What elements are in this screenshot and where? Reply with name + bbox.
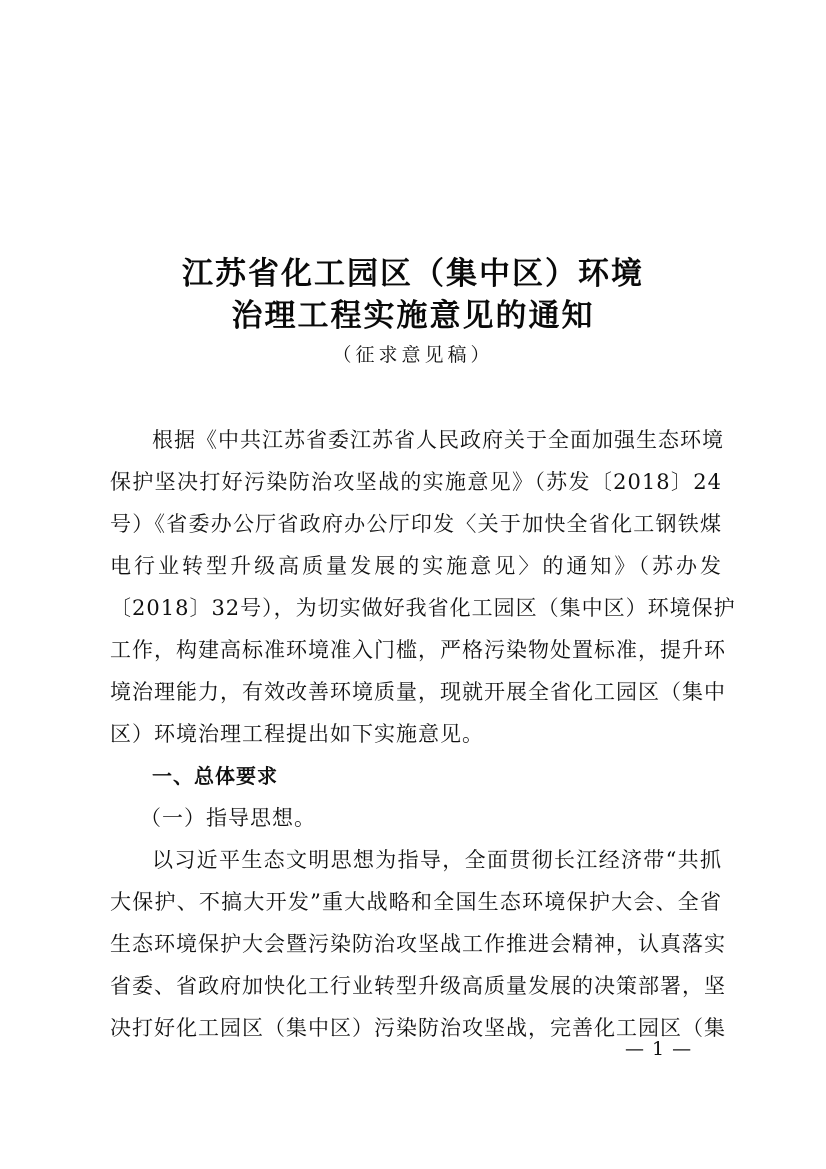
document-title-line-1: 江苏省化工园区（集中区）环境 (182, 256, 644, 292)
paragraph-line: 境治理能力，有效改善环境质量，现就开展全省化工园区（集中 (110, 680, 726, 704)
paragraph-line: 以习近平生态文明思想为指导，全面贯彻长江经济带“共抓 (152, 848, 722, 872)
paragraph-line: 根据《中共江苏省委江苏省人民政府关于全面加强生态环境 (152, 428, 724, 452)
section-heading: 一、总体要求 (152, 764, 278, 788)
paragraph-line: 大保护、不搞大开发”重大战略和全国生态环境保护大会、全省 (110, 890, 722, 914)
paragraph-line: 工作，构建高标准环境准入门槛，严格污染物处置标准，提升环 (110, 638, 726, 662)
paragraph-line: 省委、省政府加快化工行业转型升级高质量发展的决策部署，坚 (110, 974, 726, 998)
subsection-heading: （一）指导思想。 (140, 806, 316, 830)
document-body (110, 419, 736, 1049)
paragraph-line: 生态环境保护大会暨污染防治攻坚战工作推进会精神，认真落实 (110, 932, 726, 956)
paragraph-line: 决打好化工园区（集中区）污染防治攻坚战，完善化工园区（集 (110, 1016, 726, 1040)
document-title-line-2: 治理工程实施意见的通知 (231, 298, 595, 334)
document-subtitle: （征求意见稿） (332, 344, 494, 366)
paragraph-line: 保护坚决打好污染防治攻坚战的实施意见》（苏发〔2018〕24 (110, 470, 722, 494)
paragraph-line: 电行业转型升级高质量发展的实施意见〉的通知》（苏办发 (110, 554, 722, 578)
paragraph-line: 〔2018〕32号），为切实做好我省化工园区（集中区）环境保护 (110, 596, 736, 620)
paragraph-line: 号）《省委办公厅省政府办公厅印发〈关于加快全省化工钢铁煤 (110, 512, 722, 536)
page-number: — 1 — (625, 1038, 693, 1060)
paragraph-line: 区）环境治理工程提出如下实施意见。 (110, 722, 484, 746)
